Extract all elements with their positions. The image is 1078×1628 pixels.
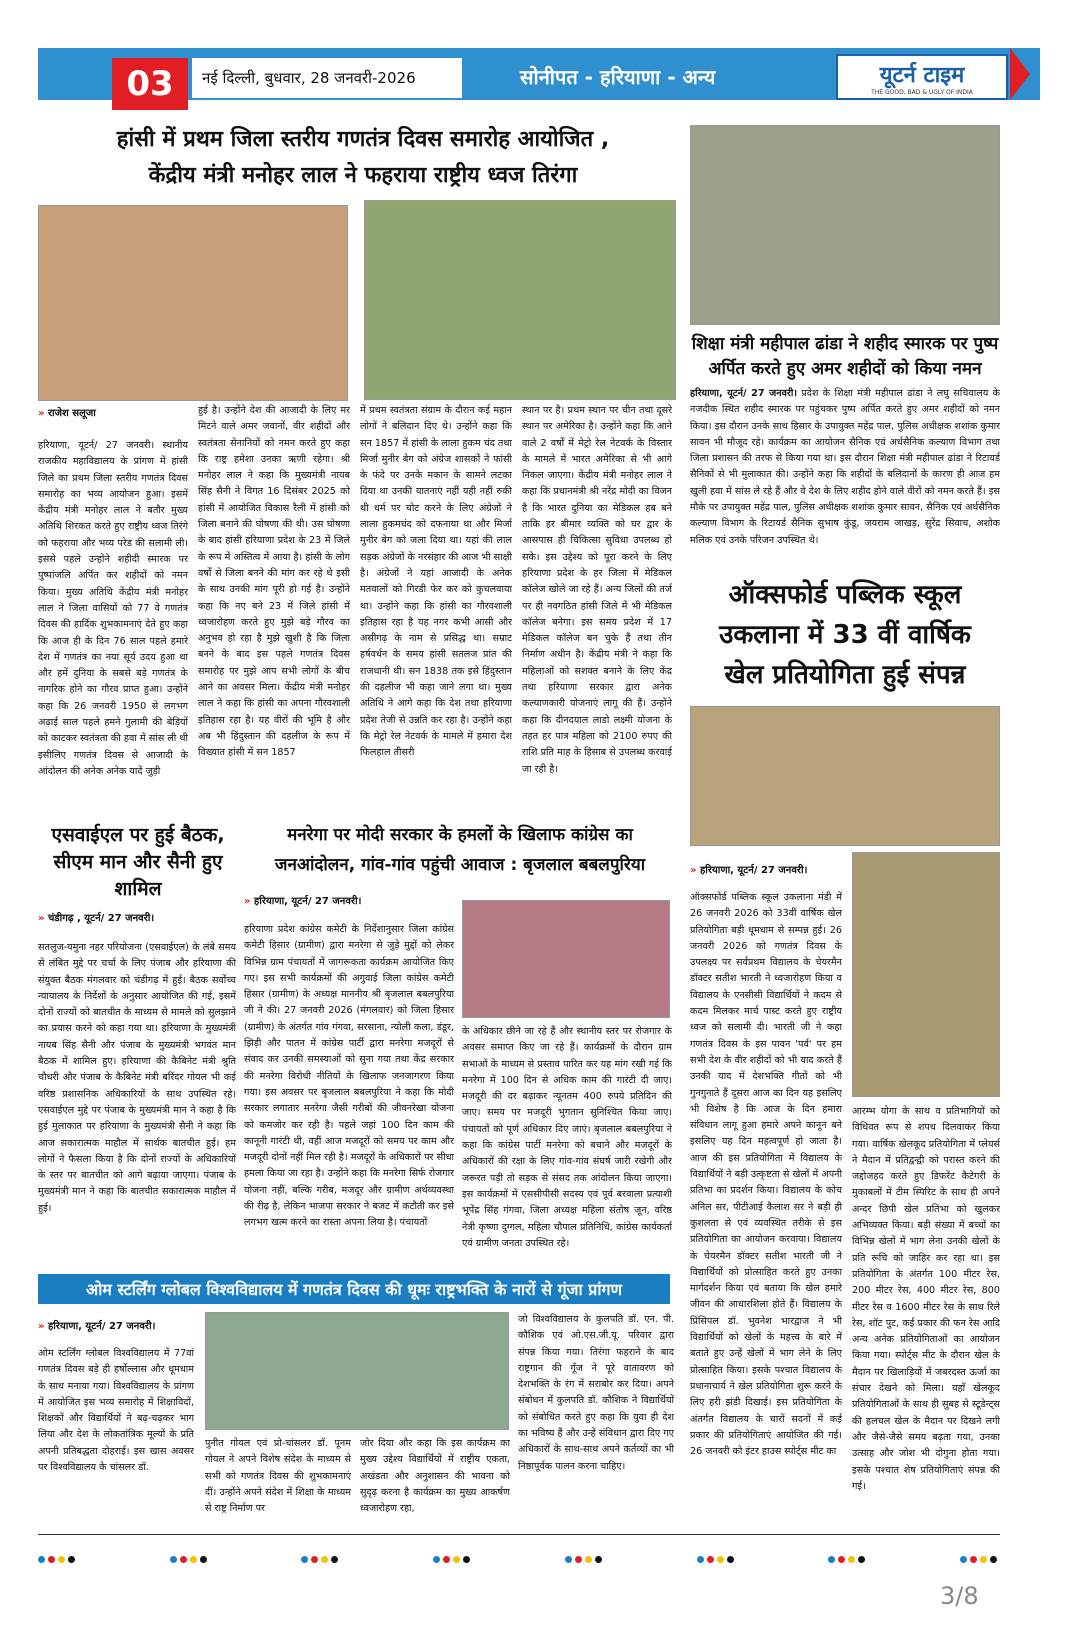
headline-manrega: मनरेगा पर मोदी सरकार के हमलों के खिलाफ कांग्रेस का जनआंदोलन, गांव-गांव पहुंची आवाज : बृजलाल बबलपुरिया [274, 825, 646, 875]
photo-ceremony-stage [38, 205, 348, 401]
article-column: हुई है। उन्होंने देश की आजादी के लिए मर मिटने वाले अमर जवानों, वीर शहीदों और स्वतंत्रता सेनानियों को नमन करते हुए कहा कि राष्ट्र हमेशा उनका ऋणी रहेगा। श्री मनोहर लाल ने कहा कि मुख्यमंत्री नायब सिंह सैनी ने विगत 16 दिसंबर 2025 को हांसी में आयोजित विकास रैली में हांसी को जिला बनाने की घोषणा की थी। उस घोषणा के बाद हांसी हरियाणा प्रदेश के 23 में जिले के रूप में अस्तित्व में आया है। हांसी के लोग वर्षों से जिला बनने की मांग कर रहे थे इसी के साथ उनकी मांग पूरी हो गई है। उन्होंने कहा कि नए बने 23 में जिले हांसी में ध्वजारोहण करते हुए मुझे बड़े गौरव का अनुभव हो रहा है मुझे खुशी है कि जिला बनने के बाद इस पहले गणतंत्र दिवस समारोह पर मुझे आप सभी लोगों के बीच आने का अवसर मिला। केंद्रीय मंत्री मनोहर लाल ने कहा कि हांसी का अपना गौरवशाली इतिहास रहा है। यह वीरों की भूमि है और अब भी हिंदुस्तान की दहलीज के रूप में विख्यात हांसी में सन 1857 [198, 405, 350, 759]
article-column: हरियाणा प्रदेश कांग्रेस कमेटी के निर्देशानुसार जिला कांग्रेस कमेटी हिसार (ग्रामीण) द्वारा मनरेगा से जुड़े मुद्दों को लेकर विभिन्न ग्राम पंचायतों में जागरूकता कार्यक्रम आयोजित किए गए। इस सभी कार्यक्रमों की अगुवाई जिला कांग्रेस कमेटी हिसार (ग्रामीण) के अध्यक्ष माननीय श्री बृजलाल बबलपुरिया जी ने की। 27 जनवरी 2026 (मंगलवार) को जिला हिसार (ग्रामीण) के अंतर्गत गांव गंगवा, सरसाना, न्योली कला, डंडूर, झिड़ी और पातन में कांग्रेस पार्टी द्वारा मनरेगा मजदूरों से संवाद कर उनकी समस्याओं को सुना गया तथा केंद्र सरकार की मनरेगा विरोधी नीतियों के खिलाफ जनजागरण किया गया। इस अवसर पर बृजलाल बबलपुरिया ने कहा कि मोदी सरकार लगातार मनरेगा जैसी गरीबों की जीवनरेखा योजना को कमजोर कर रही है। पहले जहां 100 दिन काम की कानूनी गारंटी थी, वहीं आज मजदूरों को समय पर काम और मजदूरी दोनों नहीं मिल रही है। मजदूरों के अधिकारों पर सीधा हमला किया जा रहा है। उन्होंने कहा कि मनरेगा सिर्फ रोजगार योजना नहीं, बल्कि गरीब, मजदूर और ग्रामीण अर्थव्यवस्था की रीढ़ है, लेकिन भाजपा सरकार ने बजट में कटौती कर इसे लगभग खत्म करने का रास्ता अपना लिया है। पंचायतों [244, 924, 454, 1229]
newspaper-logo: यूटर्न टाइम THE GOOD, BAD & UGLY OF INDIA [836, 54, 1008, 100]
photo-parade-jeep [364, 200, 676, 400]
article-column: जो विश्वविद्यालय के कुलपति डॉ. एन. पी. कौशिक एवं ओ.एस.जी.यू. परिवार द्वारा संपन्न किया गया। तिरंगा फहराने के बाद राष्ट्रगान की गूँज ने पूरे वातावरण को देशभक्ति के रंग में सराबोर कर दिया। अपने संबोधन में कुलपति डॉ. कौशिक ने विद्यार्थियों को संबोधित करते हुए कहा कि युवा ही देश का भविष्य हैं और उन्हें संविधान द्वारा दिए गए अधिकारों के साथ-साथ अपने कर्तव्यों का भी निष्ठापूर्वक पालन करना चाहिए। [518, 1314, 674, 1472]
arrow-icon [1010, 48, 1030, 100]
byline: » राजेश सलूजा [38, 408, 96, 419]
photo-camel-ground [690, 706, 1000, 846]
headline-syl: एसवाईएल पर हुई बैठक, सीएम मान और सैनी हुए शामिल [51, 824, 225, 900]
article-column: ऑक्सफोर्ड पब्लिक स्कूल उकलाना मंडी में 26 जनवरी 2026 को 33वीं वार्षिक खेल प्रतियोगिता बड़ी धूमधाम से सम्पन्न हुई। 26 जनवरी 2026 को गणतंत्र दिवस के उपलक्ष्य पर सर्वप्रथम विद्यालय के चेयरमैन डॉक्टर सतीश भारती ने ध्वजारोहण किया व विद्यालय के एनसीसी विद्यार्थियों ने कदम से कदम मिलकर मार्च पास्ट करते हुए राष्ट्रीय ध्वज को सलामी दी। भारती जी ने कहा गणतंत्र दिवस के इस पावन 'पर्व' पर हम सभी देश के वीर शहीदों को भी याद करते हैं उनकी याद में देशभक्ति गीतों को भी गुनगुनाते हैं दूसरा आज का दिन यह इसलिए भी विशेष है कि आज के दिन हमारा संविधान लागू हुआ हमारे अपने कानून बने इसलिए यह दिन महत्वपूर्ण हो जाता है। आज की इस प्रतियोगिता में विद्यालय के विद्यार्थियों ने बड़ी उत्कृष्टता से खेलों में अपनी प्रतिभा का प्रदर्शन किया। विद्यालय के कोच अनिल सर, पीटीआई कैलाश सर ने बड़ी ही कुशलता से एवं व्यवस्थित तरीके से इस प्रतियोगिता का आयोजन करवाया। विद्यालय के चेयरमैन डॉक्टर सतीश भारती जी ने विद्यार्थियों को प्रोत्साहित करते हुए उनका मार्गदर्शन किया एवं बताया कि खेल हमारे जीवन की आधारशिला होते हैं। विद्यालय के प्रिंसिपल डॉ. भुवनेश भारद्वाज ने भी विद्यार्थियों को खेलों के महत्त्व के बारे में बताते हुए उन्हें खेलों में भाग लेने के लिए प्रोत्साहित किया। इसके पश्चात विद्यालय के प्रधानाचार्य ने खेल प्रतियोगिता शुरू करने के लिए हरी झंडी दिखाई। इस प्रतियोगिता के अंतर्गत विद्यालय के चारों सदनों में कई प्रकार की प्रतियोगिताएं आयोजित की गई। 26 जनवरी को इंटर हाउस स्पोर्ट्स मीट का [690, 892, 842, 1458]
footer-rule [38, 1534, 1000, 1535]
article-body: सतलुज-यमुना नहर परियोजना (एसवाईएल) के लंबे समय से लंबित मुद्दे पर चर्चा के लिए पंजाब और हरियाणा की संयुक्त बैठक मंगलवार को चंडीगढ़ में हुई। बैठक सर्वोच्च न्यायालय के निर्देशों के अनुसार आयोजित की गई, इसमें दोनों राज्यों को बातचीत के माध्यम से मामले को सुलझाने का प्रयास करने को कहा गया था। हरियाणा के मुख्यमंत्री नायब सिंह सैनी और पंजाब के मुख्यमंत्री भगवंत मान बैठक में शामिल हुए। हरियाणा की कैबिनेट मंत्री श्रुति चौधरी और पंजाब के कैबिनेट मंत्री बरिंदर गोयल भी कई वरिष्ठ प्रशासनिक अधिकारियों के साथ उपस्थित रहे। एसवाईएल मुद्दे पर पंजाब के मुख्यमंत्री मान ने कहा है कि हुई मुलाकात पर हरियाणा के मुख्यमंत्री सैनी ने कहा कि आज सकारात्मक माहौल में सार्थक बातचीत हुई। हम लोगों ने फैसला किया है कि दोनों राज्यों के अधिकारियों के स्तर पर बातचीत को आगे बढ़ाया जाएगा। पंजाब के मुख्यमंत्री मान ने कहा कि बातचीत सकारात्मक माहौल में हुई। [38, 942, 236, 1214]
page-indicator: 3/8 [940, 1582, 979, 1610]
article-column: के अधिकार छीने जा रहे हैं और स्थानीय स्तर पर रोजगार के अवसर समाप्त किए जा रहे हैं। कार्यक्रमों के दौरान ग्राम सभाओं के माध्यम से प्रस्ताव पारित कर यह मांग रखी गई कि मनरेगा में 100 दिन से अधिक काम की गारंटी दी जाए। मजदूरी की दर बढ़ाकर न्यूनतम 400 रुपये प्रतिदिन की जाए। समय पर मजदूरी भुगतान सुनिश्चित किया जाए। पंचायतों को पूर्ण अधिकार दिए जाएं। बृजलाल बबलपुरिया ने कहा कि कांग्रेस पार्टी मनरेगा को बचाने और मजदूरों के अधिकारों की रक्षा के लिए गांव-गांव संघर्ष जारी रखेगी और जरूरत पड़ी तो सड़क से संसद तक आंदोलन किया जाएगा। इस कार्यक्रमों में एससीपीसी सदस्य एवं पूर्व बरवाला प्रत्याशी भूपेंद्र सिंह गंगवा, जिला अध्यक्ष महिला संतोष जून, वरिष्ठ नेत्री कृष्णा दुग्गल, महिला चौपाल प्रतिनिधि, कांग्रेस कार्यकर्ता एवं ग्रामीण जनता उपस्थित रहे। [462, 1026, 672, 1249]
dateline: » चंडीगढ़ , यूटर्न/ 27 जनवरी। [38, 913, 155, 924]
headline-shiksha-mantri: शिक्षा मंत्री महीपाल ढांडा ने शहीद स्मारक पर पुष्प अर्पित करते हुए अमर शहीदों को किया नमन [691, 334, 999, 379]
article-column: आरम्भ योगा के साथ व प्रतिभागियों को विधिवत रूप से शपथ दिलवाकर किया गया। वार्षिक खेलकूद प्रतियोगिता में प्लेयर्स ने मैदान में प्रतिद्वन्द्वी को परास्त करने की जद्दोजहद करते हुए डिफरेंट कैटेगरी के मुकाबलों में टीम स्पिरिट के साथ ही अपने अन्दर छिपी खेल प्रतिभा को खुलकर अभिव्यक्त किया। बड़ी संख्या में बच्चों का विभिन्न खेलों में भाग लेना उनकी खेलों के प्रति रूचि को जाहिर कर रहा था। इस प्रतियोगिता के अंतर्गत 100 मीटर रेस, 200 मीटर रेस, 400 मीटर रेस, 800 मीटर रेस व 1600 मीटर रेस के साथ रिले रेस, शॉट पुट, कई प्रकार की फन रेस आदि अन्य अनेक प्रतियोगिताओं का आयोजन किया गया। स्पोर्ट्स मीट के दौरान खेल के मैदान पर खिलाड़ियों में जबरदस्त ऊर्जा का संचार देखने को मिला। यहाँ खेलकूद प्रतियोगिताओं के साथ ही सुबह से स्टूडेन्ट्स की हलचल खेल के मैदान पर दिखने लगी और जैसे-जैसे समय बढ़ता गया, उनका उत्साह और जोश भी दोगुना होता गया। इसके पश्चात शेष प्रतियोगिताएं संपन्न की गई। [852, 1106, 1000, 1492]
dateline: » हरियाणा, यूटर्न/ 27 जनवरी। [38, 1321, 156, 1332]
headline-oxford-school: ऑक्सफोर्ड पब्लिक स्कूल उकलाना में 33 वीं वार्षिक खेल प्रतियोगिता हुई संपन्न [719, 580, 971, 690]
article-column: हरियाणा, यूटर्न/ 27 जनवरी। स्थानीय राजकीय महाविद्यालय के प्रांगण में हांसी जिले का प्रथम जिला स्तरीय गणतंत्र दिवस समारोह का भव्य आयोजन हुआ। इसमें केंद्रीय मंत्री मनोहर लाल ने बतौर मुख्य अतिथि शिरकत करते हुए राष्ट्रीय ध्वज तिरंगे को फहराया और भव्य परेड की सलामी ली। इससे पहले उन्होंने शहीदी स्मारक पर पुष्पांजलि अर्पित कर शहीदों को नमन किया। मुख्य अतिथि केंद्रीय मंत्री मनोहर लाल ने जिला वासियों को 77 वे गणतंत्र दिवस की हार्दिक शुभकामनाएं देते हुए कहा कि आज ही के दिन 76 साल पहले हमारे देश में गणतंत्र का नया सूर्य उदय हुआ था और हमें दुनिया के सबसे बड़े गणतंत्र के नागरिक होने का गौरव प्राप्त हुआ। उन्होंने कहा कि 26 जनवरी 1950 से लगभग अढ़ाई साल पहले हमने गुलामी की बेड़ियों को काटकर स्वतंत्रता की हवा में सांस ली थी इसीलिए गणतंत्र दिवस से आजादी के आंदोलन की अनेक अनेक यादें जुड़ी [38, 440, 188, 777]
photo-university-group [205, 1312, 509, 1430]
article-column: पुनीत गोयल एवं प्रो-चांसलर डॉ. पूनम गोयल ने अपने विशेष संदेश के माध्यम से सभी को गणतंत्र दिवस की शुभकामनाएं दीं। उन्होंने अपने संदेश में शिक्षा के माध्यम से राष्ट्र निर्माण पर [205, 1438, 351, 1515]
dateline: » हरियाणा, यूटर्न/ 27 जनवरी। [690, 865, 808, 876]
article-body: हरियाणा, यूटर्न/ 27 जनवरी। प्रदेश के शिक्षा मंत्री महीपाल ढांडा ने लघु सचिवालय के नजदीक स्थित शहीद स्मारक पर पहुंचकर पुष्प अर्पित करते हुए अमर शहीदों को नमन किया। इस दौरान उनके साथ हिसार के उपायुक्त महेंद्र पाल, पुलिस अधीक्षक शशांक कुमार सावन भी मौजूद रहे। कार्यक्रम का आयोजन सैनिक एवं अर्धसैनिक कल्याण विभाग तथा जिला प्रशासन की तरफ से किया गया था। इस दौरान शिक्षा मंत्री महीपाल ढांडा ने रिटायर्ड सैनिकों से भी मुलाकात की। उन्होंने कहा कि शहीदों के बलिदानों के कारण ही आज हम खुली हवा में सांस ले रहे हैं और वे देश के लिए शहीद होने वाले वीरों को नमन करते हैं। इस मौके पर उपायुक्त महेंद्र पाल, पुलिस अधीक्षक शशांक कुमार सावन, सैनिक एवं अर्धसैनिक कल्याण विभाग के रिटायर्ड सैनिक सुभाष कुंडू, जयराम जाखड़, सुरेंद्र सिवाच, अशोक मलिक एवं उनके परिजन उपस्थित थे। [690, 388, 1000, 546]
footer-dots [38, 1548, 1000, 1567]
headline-hansi: हांसी में प्रथम जिला स्तरीय गणतंत्र दिवस समारोह आयोजित , केंद्रीय मंत्री मनोहर लाल ने फहराया राष्ट्रीय ध्वज तिरंगा [116, 127, 610, 188]
article-column: जोर दिया और कहा कि इस कार्यक्रम का मुख्य उद्देश्य विद्यार्थियों में राष्ट्रीय एकता, अखंडता और अनुशासन की भावना को सुदृढ़ करना है कार्यक्रम का मुख्य आकर्षण ध्वजारोहण रहा, [360, 1438, 510, 1515]
article-column: स्थान पर है। प्रथम स्थान पर चीन तथा दूसरे स्थान पर अमेरिका है। उन्होंने कहा कि आने वाले 2 वर्षों में मेट्रो रेल नेटवर्क के विस्तार के मामले में भारत अमेरिका से भी आगे निकल जाएगा। केंद्रीय मंत्री मनोहर लाल ने कहा कि प्रधानमंत्री श्री नरेंद्र मोदी का विजन है कि भारत दुनिया का मेडिकल हब बने ताकि हर बीमार व्यक्ति को घर द्वार के आसपास ही चिकित्सा सुविधा उपलब्ध हो सके। इस उद्देश्य को पूरा करने के लिए हरियाणा प्रदेश के हर जिला में मेडिकल कॉलेज खोले जा रहे हैं। अन्य जिलों की तर्ज पर ही नवगठित हांसी जिले में भी मेडिकल कॉलेज बनेगा। इस समय प्रदेश में 17 मेडिकल कॉलेज बन चुके हैं तथा तीन निर्माण अधीन है। केंद्रीय मंत्री ने कहा कि महिलाओं को सशक्त बनाने के लिए केंद्र तथा हरियाणा सरकार द्वारा अनेक कल्याणकारी योजनाएं लागू की हैं। उन्होंने कहा कि दीनदयाल लाडो लक्ष्मी योजना के तहत हर पात्र महिला को 2100 रुपए की राशि प्रति माह के हिसाब से उपलब्ध करवाई जा रही है। [522, 405, 672, 775]
page-number: 03 [112, 58, 188, 110]
article-column: में प्रथम स्वतंत्रता संग्राम के दौरान कई महान लोगों ने बलिदान दिए थे। उन्होंने कहा कि सन 1857 में हांसी के लाला हुकम चंद तथा मिर्जा मुनीर बेग को अंग्रेज शासकों ने फांसी के फंदे पर उनके मकान के सामने लटका दिया था उनकी यातनाएं नहीं यही नहीं रुकी थी धर्म पर चोट करने के लिए अंग्रेजों ने लाला हुकमचंद को दफनाया था और मिर्जा मुनीर बेग को जला दिया था। यहां की लाल सड़क अंग्रेजों के नरसंहार की आज भी साक्षी है। अंग्रेजों ने यहां आजादी के अनेक मतवालों को गिरडी फेर कर को कुचलवाया था। उन्होंने कहा कि हांसी का गौरवशाली इतिहास रहा है यह नगर कभी आसी और असीगढ़ के नाम से प्रसिद्ध था। सम्राट हर्षवर्धन के समय हांसी सतलज प्रांत की राजधानी थी। सन 1838 तक इसे हिंदुस्तान की दहलीज भी कहा जाने लगा था। मुख्य अतिथि ने आगे कहा कि देश तथा हरियाणा प्रदेश तेजी से उन्नति कर रहा है। उन्होंने कहा कि मेट्रो रेल नेटवर्क के मामले में हमारा देश फिलहाल तीसरी [360, 405, 512, 759]
article-column: ओम स्टर्लिंग ग्लोबल विश्वविद्यालय में 77वां गणतंत्र दिवस बड़े ही हर्षोल्लास और धूमधाम के साथ मनाया गया। विश्वविद्यालय के प्रांगण में आयोजित इस भव्य समारोह में शिक्षाविदों, शिक्षकों और विद्यार्थियों ने बढ़-चढ़कर भाग लिया और देश के लोकतांत्रिक मूल्यों के प्रति अपनी प्रतिबद्धता दोहराई। इस खास अवसर पर विश्वविद्यालय के चांसलर डॉ. [38, 1348, 194, 1474]
section-title: सोनीपत - हरियाणा - अन्य [520, 64, 716, 89]
dateline: » हरियाणा, यूटर्न/ 27 जनवरी। [244, 896, 362, 907]
headline-om-sterling: ओम स्टर्लिंग ग्लोबल विश्वविद्यालय में गणतंत्र दिवस की धूमः राष्ट्रभक्ति के नारों से गूंजा प्रांगण [38, 1274, 670, 1304]
photo-camel-students [852, 852, 1000, 1097]
photo-congress-meeting [462, 900, 670, 1018]
dateline-header: नई दिल्ली, बुधवार, 28 जनवरी-2026 [192, 58, 462, 98]
photo-martyrs-memorial [690, 125, 1000, 325]
